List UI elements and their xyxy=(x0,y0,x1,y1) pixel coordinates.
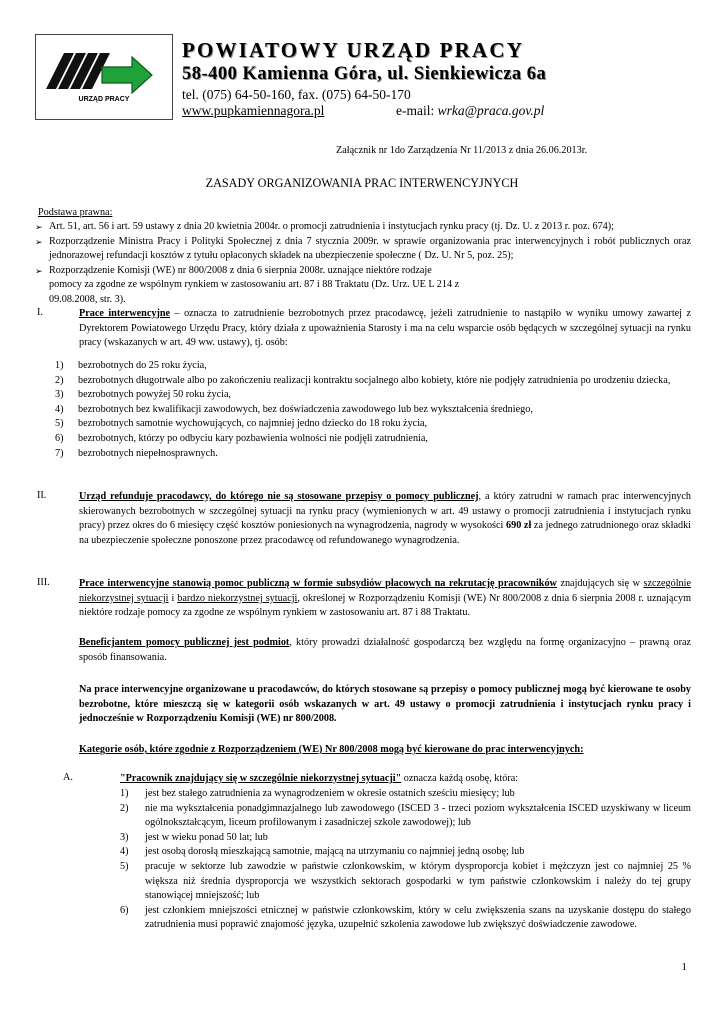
office-address: 58-400 Kamienna Góra, ul. Sienkiewicza 6a xyxy=(182,64,547,84)
list-item: 7) bezrobotnych niepełnosprawnych. xyxy=(55,447,218,459)
legal-basis-list xyxy=(35,220,691,308)
list-item: 2) nie ma wykształcenia ponadgimnazjalnego lub zawodowego (ISCED 3 - trzeci poziom wykształcenia ISCED uzyskiwany w liceum ogólnokształcącym, liceum profilowanym i zasadniczej szkole zawodowej); lub xyxy=(120,802,691,829)
list-item: 2) bezrobotnych długotrwale albo po zakończeniu realizacji kontraktu socjalnego albo kobiety, które nie podjęły zatrudnienia po urodzeniu dziecka, xyxy=(55,374,671,386)
email-line xyxy=(396,103,544,119)
section-a-text: "Pracownik znajdujący się w szczególnie niekorzystnej sytuacji" oznacza każdą osobę, która: xyxy=(120,773,519,784)
list-item: 4) bezrobotnych bez kwalifikacji zawodowych, bez doświadczenia zawodowego lub bez wykształcenia średniego, xyxy=(55,403,533,415)
section-ii-text: Urząd refunduje pracodawcy, do którego nie są stosowane przepisy o pomocy publicznej, a który zatrudni w ramach prac interwencyjnych skierowanych bezrobotnych w szczególnej sytuacji na rynku pracy (wymienionych w art. 49 ustawy o promocji zatrudnienia i instytucjach rynku pracy) przez okres do 6 miesięcy część kosztów poniesionych na wynagrodzenia, nagrody w wysokości 690 zł za jednego zatrudnionego oraz składki na ubezpieczenie społeczne ponoszone przez pracodawcę od refundowanego wynagrodzenia. xyxy=(79,491,692,546)
legal-basis-item: ➢ Rozporządzenie Komisji (WE) nr 800/2008 z dnia 6 sierpnia 2008r. uznające niektóre rodzaje pomocy za zgodne ze wspólnym rynkiem w zastosowaniu art. 87 i 88 Traktatu (Dz. Urz. UE L 214 z 09.08.2008, str. 3). xyxy=(35,264,691,308)
section-number: I. xyxy=(37,307,43,318)
list-item: 6) bezrobotnych, którzy po odbyciu kary pozbawienia wolności nie podjęli zatrudnienia, xyxy=(55,432,428,444)
eligibility-paragraph: Na prace interwencyjne organizowane u pracodawców, do których stosowane są przepisy o pomocy publicznej mogą być kierowane te osoby bezrobotne, które mieszczą się w kategorii osób wskazanych w art. 49 ustawy o promocji zatrudnienia i instytucjach rynku pracy i jednocześnie w Rozporządzeniu Komisji (WE) nr 800/2008. xyxy=(79,684,691,725)
section-i-list xyxy=(55,359,691,461)
section-a-list xyxy=(120,787,691,933)
section-number: III. xyxy=(37,577,50,588)
office-title: POWIATOWY URZĄD PRACY xyxy=(182,38,525,62)
section-number: II. xyxy=(37,490,47,501)
website-link[interactable]: www.pupkamiennagora.pl xyxy=(182,103,325,118)
email-label: e-mail: xyxy=(396,103,438,118)
logo xyxy=(35,34,173,120)
arrow-bullet-icon: ➢ xyxy=(35,236,43,247)
logo-text: URZĄD PRACY xyxy=(78,96,130,103)
beneficiary-text: Beneficjantem pomocy publicznej jest podmiot, który prowadzi działalność gospodarczą bez względu na formę organizacyjno – prawną oraz sposób finansowania. xyxy=(79,637,692,663)
list-item: 1) bezrobotnych do 25 roku życia, xyxy=(55,360,207,371)
list-item: 6) jest członkiem mniejszości etnicznej w państwie członkowskim, który w celu zwiększenia szans na uzyskanie dostępu do stałego zatrudnienia musi poprawić znajomość języka, uzupełnić szkolenia zawodowe lub zwiększyć doświadczenie zawodowe. xyxy=(120,904,691,931)
attachment-note: Załącznik nr 1do Zarządzenia Nr 11/2013 z dnia 26.06.2013r. xyxy=(336,145,588,156)
list-item: 4) jest osobą dorosłą mieszkającą samotnie, mającą na utrzymaniu co najmniej jedną osobę; lub xyxy=(120,846,525,858)
list-item: 1) jest bez stałego zatrudnienia za wynagrodzeniem w okresie ostatnich sześciu miesięcy; lub xyxy=(120,788,515,799)
list-item: 3) bezrobotnych powyżej 50 roku życia, xyxy=(55,389,232,401)
categories-heading: Kategorie osób, które zgodnie z Rozporządzeniem (WE) Nr 800/2008 mogą być kierowane do prac interwencyjnych: xyxy=(79,744,584,755)
legal-basis-item: ➢ Rozporządzenie Ministra Pracy i Polityki Społecznej z dnia 7 stycznia 2009r. w sprawie organizowania prac interwencyjnych i robót publicznych oraz jednorazowej refundacji kosztów z tytułu opłaconych składek na ubezpieczenie społeczne ( Dz. U. Nr 5, poz. 25); xyxy=(35,235,691,264)
logo-arrows-icon xyxy=(44,43,164,95)
document-title: ZASADY ORGANIZOWANIA PRAC INTERWENCYJNYCH xyxy=(205,176,519,190)
legal-basis-item: ➢ Art. 51, art. 56 i art. 59 ustawy z dnia 20 kwietnia 2004r. o promocji zatrudnienia i instytucjach rynku pracy (tj. Dz. U. z 2013 r. poz. 674); xyxy=(35,220,691,235)
section-iii-text: Prace interwencyjne stanowią pomoc publiczną w formie subsydiów płacowych na rekrutację pracowników znajdujących się w szczególnie niekorzystnej sytuacji i bardzo niekorzystnej sytuacji, określonej w Rozporządzeniu Komisji (WE) Nr 800/2008 z dnia 6 sierpnia 2008 r. uznającym niektóre rodzaje pomocy za zgodne ze wspólnym rynkiem w zastosowaniu art. 87 i 88 Traktatu. xyxy=(79,578,691,619)
list-item: 5) bezrobotnych samotnie wychowujących, co najmniej jedno dziecko do 18 roku życia, xyxy=(55,418,428,430)
email-link[interactable]: wrka@praca.gov.pl xyxy=(437,103,545,118)
office-phone: tel. (075) 64-50-160, fax. (075) 64-50-170 xyxy=(182,87,411,102)
list-item: 5) pracuje w sektorze lub zawodzie w państwie członkowskim, w którym dysproporcja kobiet i mężczyzn jest co najmniej 25 % większa niż średnia dysproporcja we wszystkich sektorach gospodarki w tym państwie członkowskim i należy do tej grupy stanowiącej mniejszość; lub xyxy=(120,860,691,902)
arrow-bullet-icon: ➢ xyxy=(35,265,43,276)
arrow-bullet-icon: ➢ xyxy=(35,222,43,232)
list-item: 3) jest w wieku ponad 50 lat; lub xyxy=(120,831,268,843)
section-letter: A. xyxy=(63,772,73,783)
legal-basis-heading: Podstawa prawna: xyxy=(38,207,113,218)
page-number: 1 xyxy=(681,961,687,973)
section-i-text: Prace interwencyjne – oznacza to zatrudnienie bezrobotnych przez pracodawcę, jeżeli zatrudnienie to nastąpiło w wyniku umowy zawartej z Dyrektorem Powiatowego Urzędu Pracy, który działa z upoważnienia Starosty i ma na celu wsparcie osób będących w szczególnej sytuacji na rynku pracy (wskazanych w art. 49 ww. ustawy), tj. osób: xyxy=(79,308,691,349)
